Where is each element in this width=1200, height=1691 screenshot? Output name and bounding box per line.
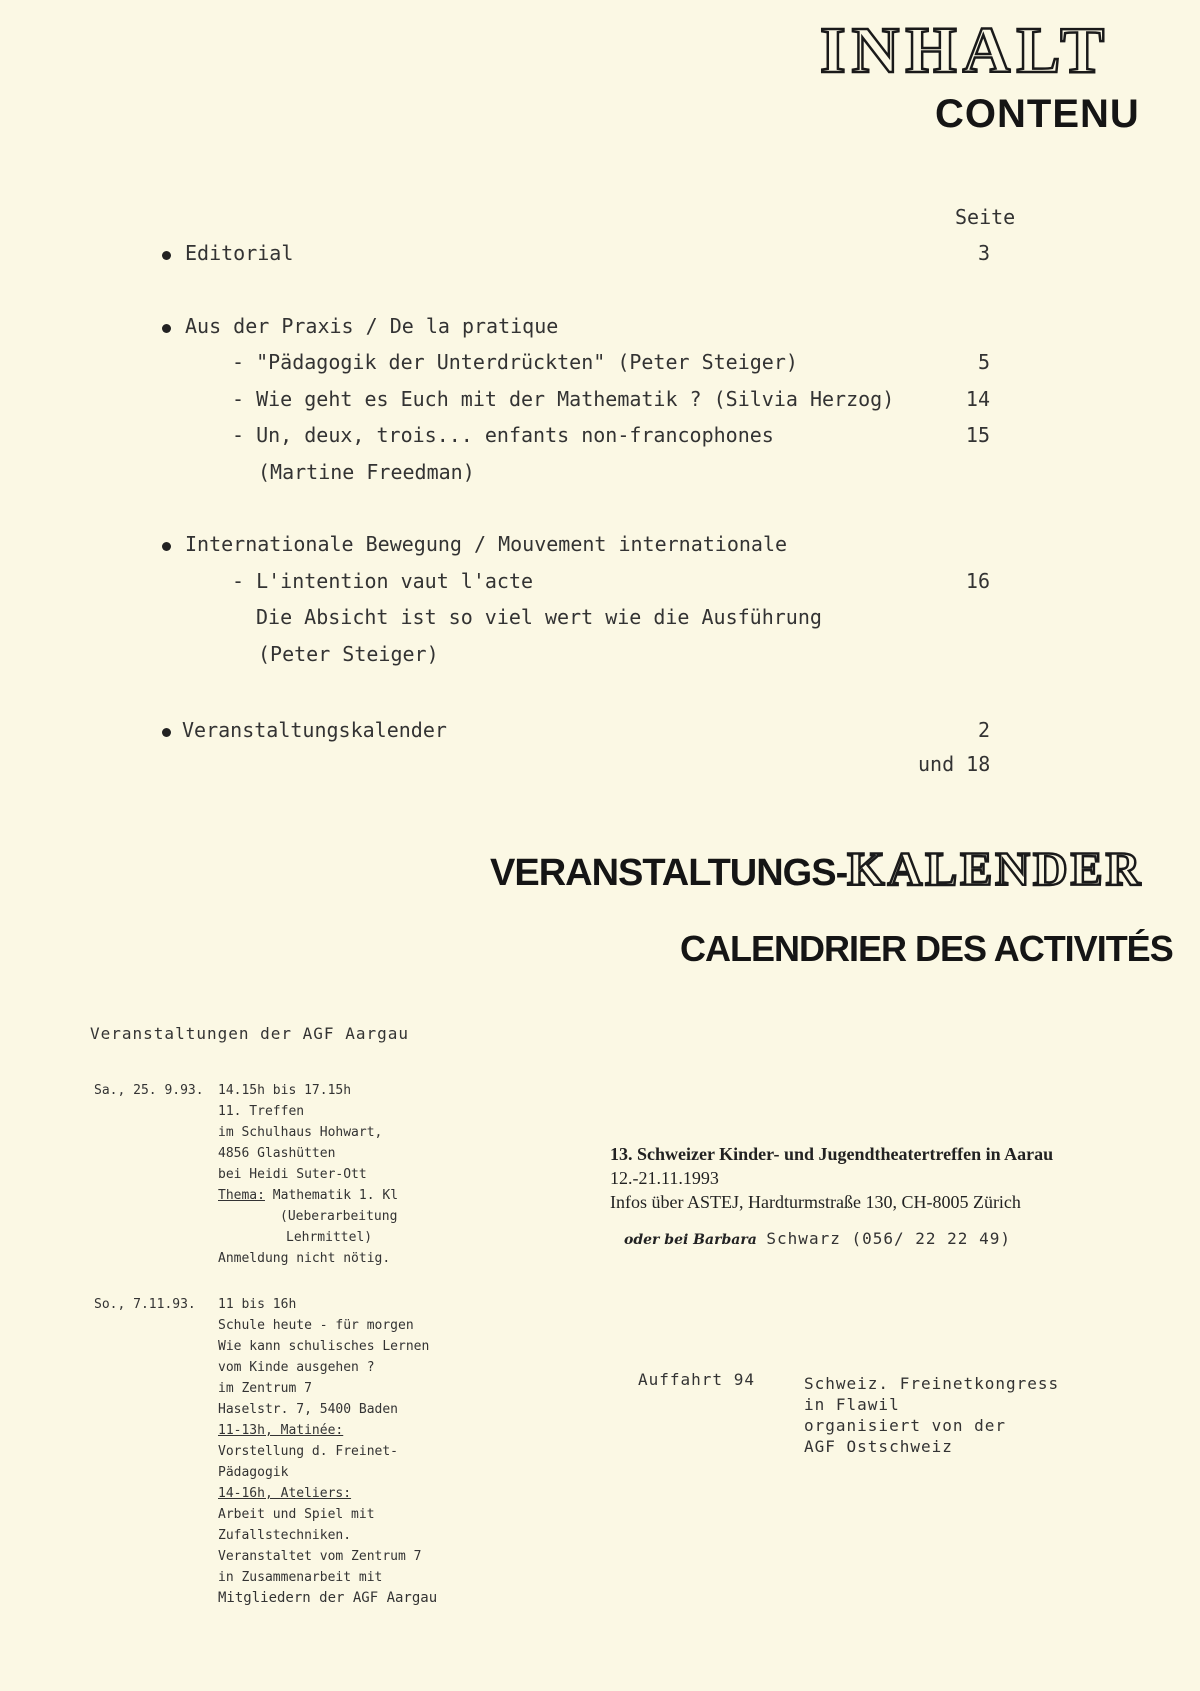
theater-contact [624,1229,1011,1248]
kongress-line: in Flawil [804,1395,900,1414]
event-date: Sa., 25. 9.93. [94,1083,204,1098]
event-matinee-label: 11-13h, Matinée: [218,1423,344,1438]
toc-entry: - Wie geht es Euch mit der Mathematik ? (Silvia Herzog) [232,387,895,411]
event-line: 11. Treffen [218,1104,305,1119]
theater-title: 13. Schweizer Kinder- und Jugendtheatertreffen in Aarau [610,1144,1054,1164]
toc-page-number: 14 [965,387,990,411]
toc-entry: (Martine Freedman) [258,460,475,484]
bullet-icon [162,251,171,260]
event-line: Vorstellung d. Freinet- [218,1444,399,1459]
event-line: Arbeit und Spiel mit [218,1507,375,1522]
kongress-line: organisiert von der [804,1416,1007,1435]
event-details [218,1294,437,1609]
toc-page-number: 16 [965,569,990,593]
event-line: 4856 Glashütten [218,1146,336,1161]
toc-entry: (Peter Steiger) [258,642,439,666]
event-topic-label: Thema: [218,1188,265,1203]
calendar-title [490,842,1143,897]
event-ateliers-label: 14-16h, Ateliers: [218,1486,352,1501]
event-line: im Zentrum 7 [218,1381,312,1396]
kongress-when: Auffahrt 94 [638,1370,755,1389]
event-line: in Zusammenarbeit mit [218,1570,383,1585]
toc-page-number: 5 [977,350,990,374]
event-topic-text: Mathematik 1. Kl [272,1188,399,1203]
handwritten-note: oder bei Barbara [624,1232,757,1248]
event-line: (Ueberarbeitung [280,1209,398,1224]
event-line: Anmeldung nicht nötig. [218,1251,391,1266]
calendar-title-prefix: VERANSTALTUNGS- [490,852,848,894]
toc-entry: Editorial [185,241,294,265]
bullet-icon [162,728,171,737]
toc-entry: - L'intention vaut l'acte [232,569,534,593]
theater-info: Infos über ASTEJ, Hardturmstraße 130, CH-8005 Zürich [610,1192,1021,1212]
theater-dates: 12.-21.11.1993 [610,1168,719,1188]
event-line: bei Heidi Suter-Ott [218,1167,367,1182]
title-contenu: CONTENU [935,92,1140,136]
event-line: Pädagogik [218,1465,289,1480]
toc-page-number: 15 [965,423,990,447]
event-line: Zufallstechniken. [218,1528,352,1543]
calendar-title-outline: KALENDER [847,843,1144,896]
event-details [218,1080,398,1269]
toc-entry: - "Pädagogik der Unterdrückten" (Peter Steiger) [232,350,798,374]
bullet-icon [162,324,171,333]
event-line: im Schulhaus Hohwart, [218,1125,383,1140]
toc-entry: Internationale Bewegung / Mouvement internationale [185,532,788,556]
event-line: Mitgliedern der AGF Aargau [218,1590,438,1606]
event-line: Wie kann schulisches Lernen [218,1339,430,1354]
toc-page-number: 2 [977,718,990,742]
toc-page-number: 3 [977,241,990,265]
kongress-details [804,1373,1059,1457]
event-date: So., 7.11.93. [94,1297,196,1312]
kongress-line: Schweiz. Freinetkongress [804,1374,1060,1393]
theater-notice [610,1142,1053,1214]
event-line: Lehrmittel) [286,1230,373,1245]
event-line: 14.15h bis 17.15h [218,1083,352,1098]
contact-phone: Schwarz (056/ 22 22 49) [766,1229,1011,1248]
event-line: vom Kinde ausgehen ? [218,1360,375,1375]
toc-page-header: Seite [955,205,1016,229]
title-inhalt: INHALT [820,14,1111,87]
bullet-icon [162,542,171,551]
calendar-subtitle: CALENDRIER DES ACTIVITÉS [680,928,1173,969]
toc-entry: Die Absicht ist so viel wert wie die Ausführung [256,605,822,629]
event-line: Veranstaltet vom Zentrum 7 [218,1549,422,1564]
event-line: 11 bis 16h [218,1297,297,1312]
event-line: Haselstr. 7, 5400 Baden [218,1402,399,1417]
event-line: Schule heute - für morgen [218,1318,414,1333]
kongress-line: AGF Ostschweiz [804,1437,953,1456]
event-topic [218,1185,398,1206]
toc-entry: - Un, deux, trois... enfants non-francophones [232,423,774,447]
calendar-section-heading: Veranstaltungen der AGF Aargau [90,1024,409,1043]
toc-entry: Veranstaltungskalender [182,718,447,742]
toc-page-number: und 18 [918,752,991,776]
toc-entry: Aus der Praxis / De la pratique [185,314,559,338]
